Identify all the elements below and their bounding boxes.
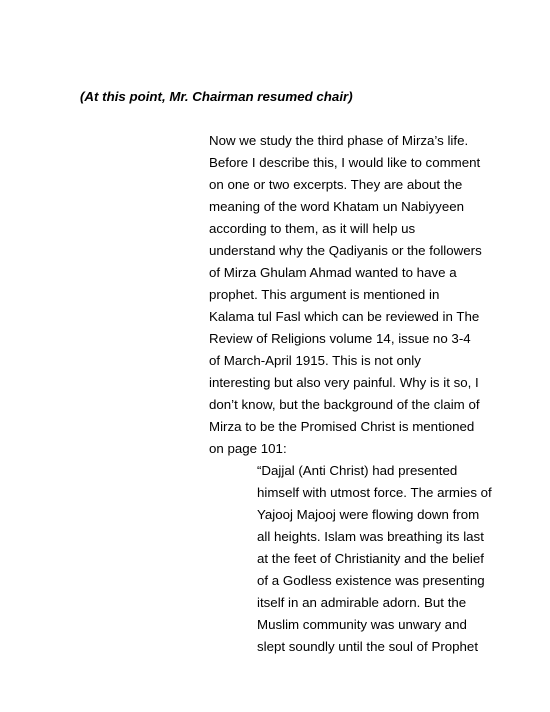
quote-line: himself with utmost force. The armies of: [257, 485, 492, 500]
block-quote: [257, 460, 509, 658]
quote-line: itself in an admirable adorn. But the: [257, 595, 467, 610]
quote-line: slept soundly until the soul of Prophet: [257, 639, 479, 654]
paragraph-line: don’t know, but the background of the claim of: [209, 397, 480, 412]
quote-line: Yajooj Majooj were flowing down from: [257, 507, 480, 522]
main-paragraph: [209, 130, 509, 460]
paragraph-line: on one or two excerpts. They are about the: [209, 177, 463, 192]
paragraph-line: Mirza to be the Promised Christ is mentioned: [209, 419, 475, 434]
quote-line: Muslim community was unwary and: [257, 617, 467, 632]
quote-line: of a Godless existence was presenting: [257, 573, 485, 588]
paragraph-line: of Mirza Ghulam Ahmad wanted to have a: [209, 265, 457, 280]
paragraph-line: Now we study the third phase of Mirza’s life.: [209, 133, 469, 148]
quote-line: all heights. Islam was breathing its last: [257, 529, 484, 544]
paragraph-line: understand why the Qadiyanis or the followers: [209, 243, 482, 258]
quote-line: at the feet of Christianity and the belief: [257, 551, 484, 566]
paragraph-line: according to them, as it will help us: [209, 221, 416, 236]
section-heading: (At this point, Mr. Chairman resumed chair): [80, 89, 353, 104]
paragraph-line: prophet. This argument is mentioned in: [209, 287, 440, 302]
paragraph-line: interesting but also very painful. Why is it so, I: [209, 375, 479, 390]
paragraph-line: Kalama tul Fasl which can be reviewed in The: [209, 309, 480, 324]
quote-line: “Dajjal (Anti Christ) had presented: [257, 463, 458, 478]
paragraph-line: Review of Religions volume 14, issue no 3-4: [209, 331, 471, 346]
body-text: [209, 130, 509, 658]
paragraph-line: Before I describe this, I would like to comment: [209, 155, 481, 170]
paragraph-line: meaning of the word Khatam un Nabiyyeen: [209, 199, 465, 214]
paragraph-line: of March-April 1915. This is not only: [209, 353, 421, 368]
paragraph-line: on page 101:: [209, 441, 287, 456]
